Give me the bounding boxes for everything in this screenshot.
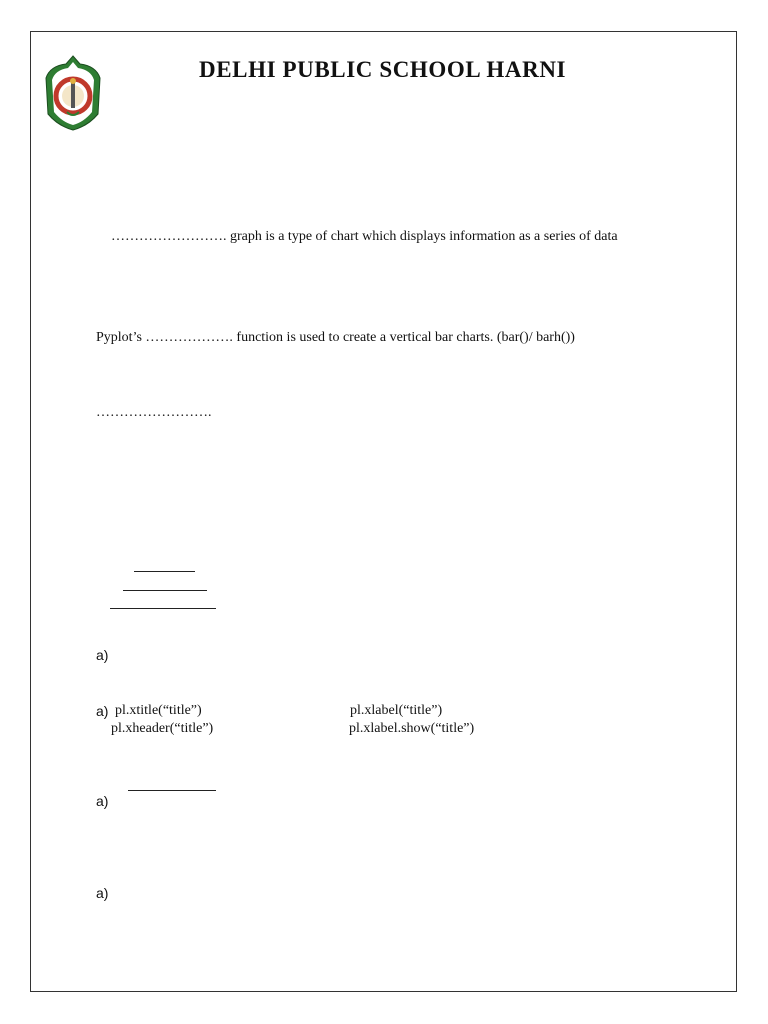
option-xlabel-show: pl.xlabel.show(“title”) <box>349 721 475 736</box>
blank-line-4 <box>128 790 216 791</box>
option-label-a-3: a) <box>96 793 109 809</box>
option-xlabel: pl.xlabel(“title”) <box>350 703 443 718</box>
option-xheader: pl.xheader(“title”) <box>111 721 214 736</box>
option-xtitle: pl.xtitle(“title”) <box>115 703 202 718</box>
page-frame <box>30 31 737 992</box>
question-2-text: Pyplot’s ………………. function is used to create a vertical bar charts. (bar()/ barh()) <box>96 330 575 345</box>
school-logo <box>40 52 106 132</box>
blank-line-2 <box>123 590 207 591</box>
option-label-a-4: a) <box>96 885 109 901</box>
question-1-text: ……………………. graph is a type of chart which displays information as a series of data <box>111 229 618 244</box>
question-3-blank: ……………………. <box>96 405 212 420</box>
blank-line-3 <box>110 608 216 609</box>
blank-line-1 <box>134 571 195 572</box>
school-title: DELHI PUBLIC SCHOOL HARNI <box>199 57 567 82</box>
option-label-a-2: a) <box>96 703 109 719</box>
option-label-a-1: a) <box>96 647 109 663</box>
